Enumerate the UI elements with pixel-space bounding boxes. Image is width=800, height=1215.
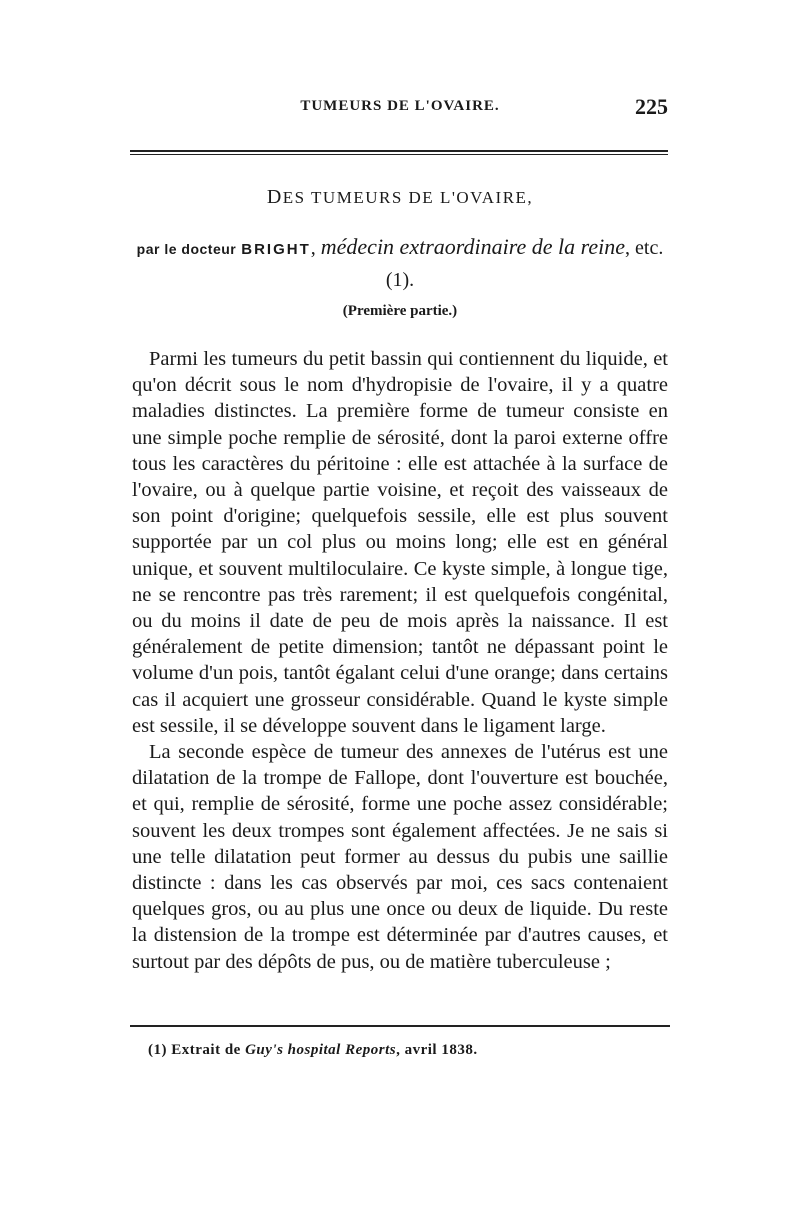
part-label: (Première partie.) [342, 303, 458, 319]
footnote-text-after: , avril 1838. [396, 1042, 478, 1058]
footnote-source: Guy's hospital Reports [245, 1042, 397, 1058]
byline-prefix: par le docteur [136, 241, 237, 257]
title-initial: D [266, 186, 283, 208]
footnote [148, 1042, 668, 1059]
running-head [132, 94, 668, 122]
footnote-rule [130, 1025, 670, 1027]
author-name: BRIGHT [241, 241, 311, 258]
footnote-text-before: Extrait de [171, 1042, 241, 1058]
title-rest: ES TUMEURS DE L'OVAIRE, [282, 188, 534, 207]
paragraph: La seconde espèce de tumeur des annexes de l'utérus est une dilatation de la trompe de Fallope, dont l'ouverture est bouchée, et qui, remplie de sérosité, forme une poche assez considérable; souvent les deux trompes sont également affectées. Je ne sais si une telle dilatation peut former au dessus du pubis une saillie distincte : dans les cas observés par moi, ces sacs contenaient quelques gros, ou au plus une once ou deux de liquide. Du reste la distension de la trompe est déterminée par d'autres causes, et surtout par des dépôts de pus, ou de matière tuberculeuse ; [132, 741, 668, 973]
header-rule [130, 150, 668, 155]
author-role: médecin extraordinaire de la reine [320, 234, 626, 259]
article-title [132, 186, 668, 209]
body-text [132, 346, 668, 975]
running-title: TUMEURS DE L'OVAIRE. [300, 98, 500, 114]
paragraph: Parmi les tumeurs du petit bassin qui contiennent du liquide, et qu'on décrit sous le nom d'hydropisie de l'ovaire, il y a quatre maladies distinctes. La première forme de tumeur consiste en une simple poche remplie de sérosité, dont la paroi externe offre tous les caractères du péritoine : elle est attachée à la surface de l'ovaire, ou à quelque partie voisine, et reçoit des vaisseaux de son point d'origine; quelquefois sessile, elle est plus souvent supportée par un col plus ou moins long; elle est en général unique, et souvent multiloculaire. Ce kyste simple, à longue tige, ne se rencontre pas très rarement; il est quelquefois congénital, ou du moins il date de peu de mois après la naissance. Il est généralement de petite dimension; tantôt ne dépassant point le volume d'un pois, tantôt égalant celui d'une orange; dans certains cas il acquiert une grosseur considérable. Quand le kyste simple est sessile, il se développe souvent dans le ligament large. [132, 348, 668, 737]
byline: par le docteur BRIGHT, médecin extraordinaire de la reine, etc. (1). [136, 234, 664, 291]
footnote-marker: (1) [148, 1042, 167, 1058]
page-number: 225 [635, 94, 668, 119]
byline-suffix: , etc. (1). [385, 237, 664, 291]
